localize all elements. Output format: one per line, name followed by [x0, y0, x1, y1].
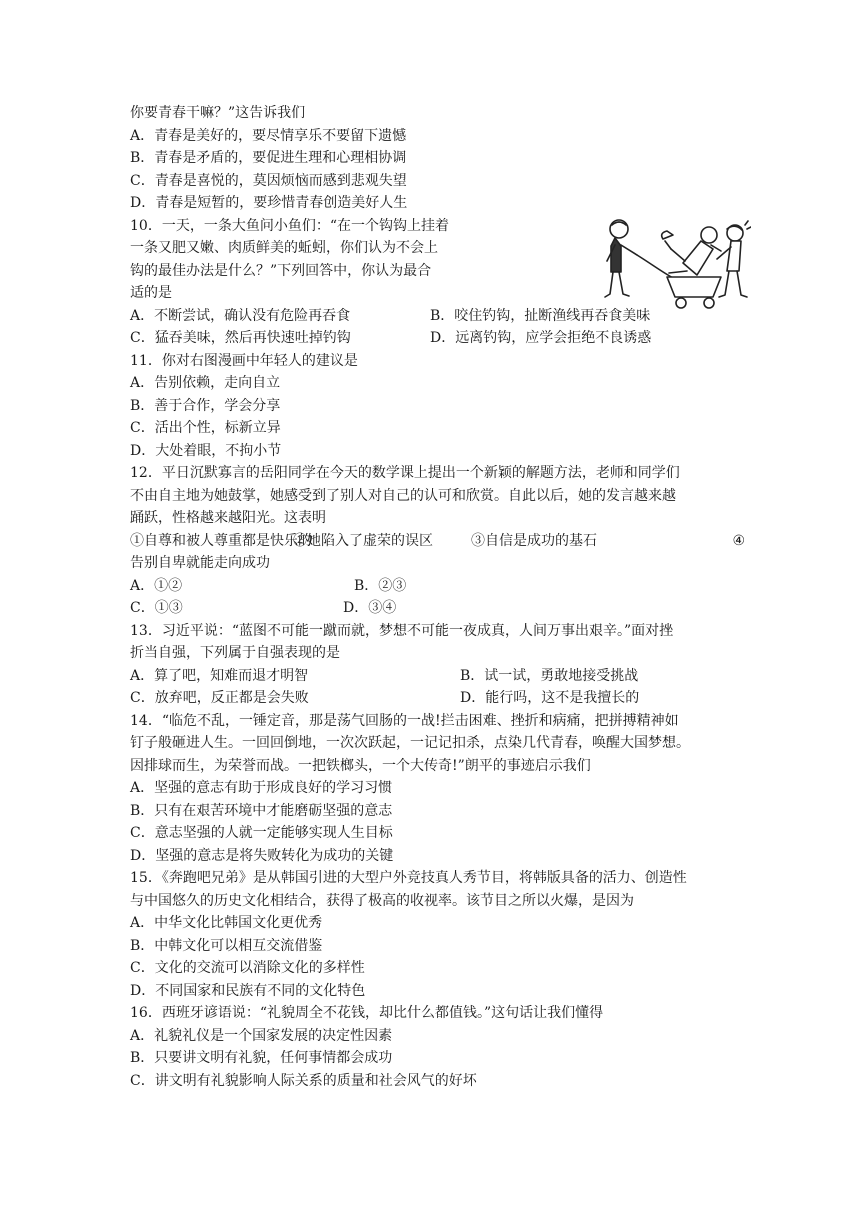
q11-stem: 11．你对右图漫画中年轻人的建议是 [130, 352, 358, 369]
q10-stem-line-2: 一条又肥又嫩、肉质鲜美的蚯蚓，你们认为不会上 [130, 240, 438, 256]
q12-statements [130, 530, 745, 553]
q12-statement-1: ①自尊和被人尊重都是快乐的 [130, 532, 312, 549]
q12-stem-line-2: 不由自主地为她鼓掌，她感受到了别人对自己的认可和欣赏。自此以后，她的发言越来越 [130, 487, 676, 504]
q14-option-d: D．坚强的意志是将失败转化为成功的关键 [130, 847, 394, 864]
question-10 [130, 215, 745, 305]
q9-option-a: A．青春是美好的，要尽情享乐不要留下遗憾 [130, 127, 407, 144]
q12-option-c: C．①③ [130, 600, 183, 616]
q13-options-row-2 [130, 687, 745, 710]
q14-option-b: B．只有在艰苦环境中才能磨砺坚强的意志 [130, 802, 393, 819]
q9-option-c: C．青春是喜悦的，莫因烦恼而感到悲观失望 [130, 172, 407, 189]
q14-stem-line-2: 钉子般砸进人生。一回回倒地，一次次跃起，一记记扣杀，点染几代青春，唤醒大国梦想。 [130, 735, 690, 751]
q10-stem-line-1: 10．一天，一条大鱼问小鱼们：“在一个钩钩上挂着 [130, 217, 449, 234]
q13-stem-line-2: 折当自强，下列属于自强表现的是 [130, 645, 340, 661]
q9-stem-tail: 你要青春干嘛？”这告诉我们 [130, 105, 306, 121]
q12-options-row-2 [130, 597, 745, 620]
q12-option-d: D．③④ [343, 600, 397, 616]
q12-options-row-1 [130, 575, 745, 598]
q13-stem-line-1: 13．习近平说：“蓝图不可能一蹴而就，梦想不可能一夜成真，人间万事出艰辛。”面对挫 [130, 622, 674, 639]
q14-stem-line-3: 因排球而生，为荣誉而战。一把铁榔头，一个大传奇!”朗平的事迹启示我们 [130, 757, 591, 774]
q12-statement-4-cont: 告别自卑就能走向成功 [130, 555, 270, 571]
q15-option-d: D．不同国家和民族有不同的文化特色 [130, 982, 366, 999]
q13-option-a: A．算了吧，知难而退才明智 [130, 667, 309, 684]
q10-option-b: B．咬住钓钩，扯断渔线再吞食美味 [430, 307, 651, 324]
q14-stem-line-1: 14．“临危不乱，一锤定音，那是荡气回肠的一战!拦击困难、挫折和病痛，把拼搏精神如 [130, 712, 679, 729]
q12-statement-3: ③自信是成功的基石 [471, 532, 597, 549]
q13-option-d: D．能行吗，这不是我擅长的 [460, 690, 640, 706]
q10-stem-line-3: 钩的最佳办法是什么？”下列回答中，你认为最合 [130, 262, 432, 279]
q9-option-d: D．青春是短暂的，要珍惜青春创造美好人生 [130, 195, 408, 211]
q12-option-b: B．②③ [354, 577, 407, 594]
q13-option-b: B．试一试，勇敢地接受挑战 [460, 667, 639, 684]
q10-options-row-2 [130, 327, 745, 350]
q11-option-b: B．善于合作，学会分享 [130, 397, 281, 414]
q15-option-c: C．文化的交流可以消除文化的多样性 [130, 960, 365, 976]
q10-option-d: D．远离钓钩，应学会拒绝不良诱惑 [430, 330, 652, 346]
q15-option-a: A．中华文化比韩国文化更优秀 [130, 915, 323, 931]
q16-option-c: C．讲文明有礼貌影响人际关系的质量和社会风气的好坏 [130, 1072, 477, 1089]
q12-statement-2: ②她陷入了虚荣的误区 [293, 532, 433, 549]
q10-option-a: A．不断尝试，确认没有危险再吞食 [130, 307, 351, 324]
q16-option-a: A．礼貌礼仪是一个国家发展的决定性因素 [130, 1027, 393, 1044]
q12-option-a: A．①② [130, 577, 183, 594]
q16-stem: 16．西班牙谚语说：“礼貌周全不花钱，却比什么都值钱。”这句话让我们懂得 [130, 1005, 604, 1021]
exam-page [130, 102, 745, 1092]
q10-option-c: C．猛吞美味，然后再快速吐掉钓钩 [130, 330, 351, 346]
q14-option-a: A．坚强的意志有助于形成良好的学习习惯 [130, 780, 393, 796]
q10-stem-line-4: 适的是 [130, 285, 172, 301]
q12-stem-line-3: 踊跃，性格越来越阳光。这表明 [130, 510, 326, 526]
cartoon-illustration [601, 215, 751, 311]
q15-stem-line-2: 与中国悠久的历史文化相结合，获得了极高的收视率。该节目之所以火爆，是因为 [130, 892, 634, 909]
q11-option-a: A．告别依赖，走向自立 [130, 375, 281, 391]
q15-stem-line-1: 15．《奔跑吧兄弟》是从韩国引进的大型户外竞技真人秀节目，将韩版具备的活力、创造性 [130, 870, 687, 886]
q11-option-d: D．大处着眼，不拘小节 [130, 442, 282, 459]
q13-options-row-1 [130, 665, 745, 688]
q13-option-c: C．放弃吧，反正都是会失败 [130, 690, 309, 706]
q9-option-b: B．青春是矛盾的，要促进生理和心理相协调 [130, 150, 407, 166]
q12-stem-line-1: 12．平日沉默寡言的岳阳同学在今天的数学课上提出一个新颖的解题方法，老师和同学们 [130, 465, 680, 481]
q11-option-c: C．活出个性，标新立异 [130, 420, 281, 436]
q16-option-b: B．只要讲文明有礼貌，任何事情都会成功 [130, 1050, 393, 1066]
q15-option-b: B．中韩文化可以相互交流借鉴 [130, 937, 323, 954]
q12-statement-4: ④ [732, 532, 745, 549]
q14-option-c: C．意志坚强的人就一定能够实现人生目标 [130, 825, 393, 841]
